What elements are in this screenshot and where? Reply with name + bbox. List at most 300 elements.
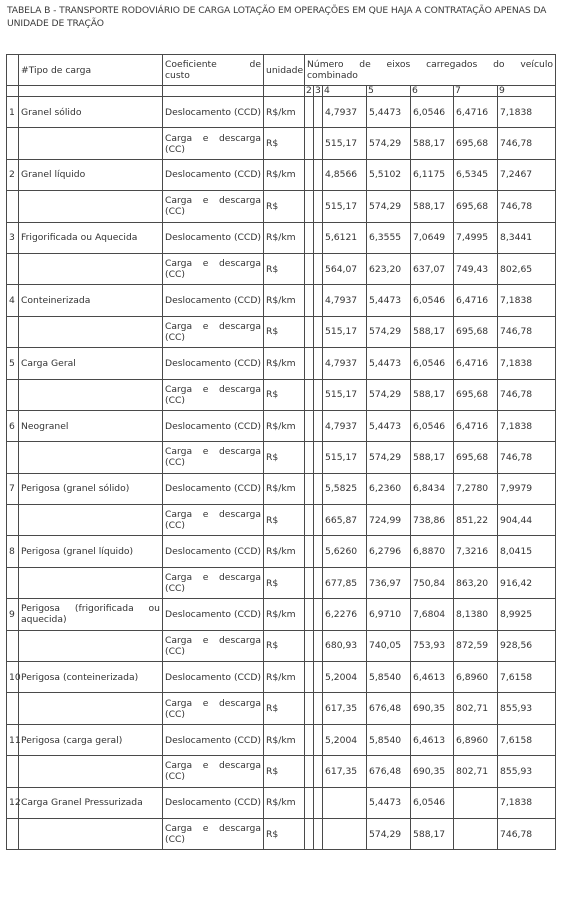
value-cell: 753,93 bbox=[411, 630, 454, 661]
value-cell: 588,17 bbox=[411, 442, 454, 473]
value-cell: 7,3216 bbox=[454, 536, 498, 567]
unit-cc: R$ bbox=[264, 253, 305, 284]
value-cell: 6,8434 bbox=[411, 473, 454, 504]
value-cell bbox=[305, 222, 314, 253]
cargo-type: Conteinerizada bbox=[19, 285, 163, 316]
value-cell: 6,1175 bbox=[411, 159, 454, 190]
unit-ccd: R$/km bbox=[264, 97, 305, 128]
table-row bbox=[7, 505, 556, 536]
row-number-empty bbox=[7, 316, 19, 347]
table-row bbox=[7, 97, 556, 128]
header-empty bbox=[163, 86, 264, 97]
coef-cc-line: Carga e descarga (CC) bbox=[165, 446, 261, 469]
value-cell bbox=[314, 505, 323, 536]
value-cell: 904,44 bbox=[498, 505, 556, 536]
axle-7: 7 bbox=[454, 86, 498, 97]
cargo-type: Frigorificada ou Aquecida bbox=[19, 222, 163, 253]
cargo-type: Carga Geral bbox=[19, 348, 163, 379]
value-cell: 515,17 bbox=[323, 316, 367, 347]
cargo-type-empty bbox=[19, 253, 163, 284]
value-cell bbox=[314, 97, 323, 128]
header-empty bbox=[19, 86, 163, 97]
table-row bbox=[7, 253, 556, 284]
row-number: 3 bbox=[7, 222, 19, 253]
unit-ccd: R$/km bbox=[264, 599, 305, 630]
value-cell: 617,35 bbox=[323, 693, 367, 724]
value-cell bbox=[454, 787, 498, 818]
value-cell: 5,8540 bbox=[367, 662, 411, 693]
coef-cc bbox=[163, 818, 264, 849]
value-cell: 6,2360 bbox=[367, 473, 411, 504]
coef-ccd: Deslocamento (CCD) bbox=[163, 285, 264, 316]
table-row bbox=[7, 379, 556, 410]
cargo-type-empty bbox=[19, 442, 163, 473]
value-cell bbox=[314, 630, 323, 661]
cargo-type-empty bbox=[19, 316, 163, 347]
row-number-empty bbox=[7, 253, 19, 284]
value-cell: 588,17 bbox=[411, 818, 454, 849]
row-number: 10 bbox=[7, 662, 19, 693]
value-cell bbox=[305, 787, 314, 818]
value-cell bbox=[314, 818, 323, 849]
value-cell bbox=[305, 410, 314, 441]
coef-cc-line: Carga e descarga (CC) bbox=[165, 823, 261, 846]
table-row bbox=[7, 662, 556, 693]
value-cell bbox=[314, 724, 323, 755]
value-cell bbox=[314, 348, 323, 379]
value-cell bbox=[305, 97, 314, 128]
coef-cc bbox=[163, 442, 264, 473]
value-cell: 690,35 bbox=[411, 693, 454, 724]
value-cell bbox=[314, 756, 323, 787]
table-row bbox=[7, 222, 556, 253]
axle-4: 4 bbox=[323, 86, 367, 97]
value-cell: 695,68 bbox=[454, 191, 498, 222]
unit-cc: R$ bbox=[264, 567, 305, 598]
value-cell: 4,7937 bbox=[323, 410, 367, 441]
value-cell: 7,2467 bbox=[498, 159, 556, 190]
header-num-cell bbox=[7, 55, 19, 86]
value-cell bbox=[314, 159, 323, 190]
unit-ccd: R$/km bbox=[264, 285, 305, 316]
axle-5: 5 bbox=[367, 86, 411, 97]
table-row bbox=[7, 348, 556, 379]
value-cell: 746,78 bbox=[498, 379, 556, 410]
coef-ccd: Deslocamento (CCD) bbox=[163, 159, 264, 190]
value-cell bbox=[314, 567, 323, 598]
unit-cc: R$ bbox=[264, 379, 305, 410]
value-cell bbox=[305, 724, 314, 755]
value-cell: 6,0546 bbox=[411, 787, 454, 818]
coef-ccd: Deslocamento (CCD) bbox=[163, 410, 264, 441]
axle-9: 9 bbox=[498, 86, 556, 97]
cargo-type-empty bbox=[19, 693, 163, 724]
row-number: 4 bbox=[7, 285, 19, 316]
coef-cc-line: Carga e descarga (CC) bbox=[165, 195, 261, 218]
value-cell: 8,9925 bbox=[498, 599, 556, 630]
table-row bbox=[7, 818, 556, 849]
header-empty bbox=[264, 86, 305, 97]
table-row bbox=[7, 159, 556, 190]
table-row bbox=[7, 191, 556, 222]
value-cell: 855,93 bbox=[498, 693, 556, 724]
value-cell: 8,0415 bbox=[498, 536, 556, 567]
value-cell: 724,99 bbox=[367, 505, 411, 536]
axle-3: 3 bbox=[315, 85, 321, 96]
value-cell: 6,2796 bbox=[367, 536, 411, 567]
value-cell: 574,29 bbox=[367, 191, 411, 222]
value-cell bbox=[305, 473, 314, 504]
header-coeficiente bbox=[163, 55, 264, 86]
value-cell: 5,5825 bbox=[323, 473, 367, 504]
table-row bbox=[7, 630, 556, 661]
coef-cc bbox=[163, 253, 264, 284]
unit-ccd: R$/km bbox=[264, 662, 305, 693]
cargo-type-empty bbox=[19, 191, 163, 222]
value-cell: 740,05 bbox=[367, 630, 411, 661]
coef-cc-line: Carga e descarga (CC) bbox=[165, 320, 261, 343]
unit-cc: R$ bbox=[264, 505, 305, 536]
coef-cc bbox=[163, 379, 264, 410]
coef-cc-line: Carga e descarga (CC) bbox=[165, 760, 261, 783]
value-cell: 7,1838 bbox=[498, 410, 556, 441]
value-cell bbox=[305, 599, 314, 630]
value-cell bbox=[305, 536, 314, 567]
value-cell bbox=[314, 379, 323, 410]
table-row bbox=[7, 724, 556, 755]
coef-ccd: Deslocamento (CCD) bbox=[163, 473, 264, 504]
value-cell bbox=[323, 818, 367, 849]
unit-ccd: R$/km bbox=[264, 159, 305, 190]
value-cell: 802,65 bbox=[498, 253, 556, 284]
cargo-type: Perigosa (conteinerizada) bbox=[19, 662, 163, 693]
coef-ccd: Deslocamento (CCD) bbox=[163, 787, 264, 818]
value-cell: 6,3555 bbox=[367, 222, 411, 253]
header-eixos bbox=[305, 55, 556, 86]
value-cell bbox=[305, 316, 314, 347]
row-number-empty bbox=[7, 191, 19, 222]
table-title: TABELA B - TRANSPORTE RODOVIÁRIO DE CARGA LOTAÇÃO EM OPERAÇÕES EM QUE HAJA A CONTRATAÇÃO APENAS DA UNIDADE DE TRAÇÃO bbox=[7, 5, 547, 29]
value-cell: 6,0546 bbox=[411, 285, 454, 316]
value-cell: 4,7937 bbox=[323, 348, 367, 379]
value-cell: 5,8540 bbox=[367, 724, 411, 755]
value-cell bbox=[454, 818, 498, 849]
value-cell: 746,78 bbox=[498, 818, 556, 849]
cargo-type-empty bbox=[19, 630, 163, 661]
value-cell: 574,29 bbox=[367, 128, 411, 159]
row-number-empty bbox=[7, 567, 19, 598]
value-cell bbox=[305, 379, 314, 410]
value-cell: 5,6121 bbox=[323, 222, 367, 253]
cargo-type-empty bbox=[19, 567, 163, 598]
value-cell: 7,6158 bbox=[498, 724, 556, 755]
header-coef-custo: custo bbox=[165, 70, 190, 81]
value-cell: 6,8870 bbox=[411, 536, 454, 567]
value-cell bbox=[314, 285, 323, 316]
value-cell: 6,4613 bbox=[411, 724, 454, 755]
value-cell: 5,4473 bbox=[367, 348, 411, 379]
row-number: 1 bbox=[7, 97, 19, 128]
value-cell: 6,0546 bbox=[411, 97, 454, 128]
value-cell: 695,68 bbox=[454, 442, 498, 473]
value-cell bbox=[305, 662, 314, 693]
unit-cc: R$ bbox=[264, 191, 305, 222]
value-cell bbox=[314, 442, 323, 473]
table-row bbox=[7, 410, 556, 441]
cargo-type: Granel líquido bbox=[19, 159, 163, 190]
coef-cc-line: Carga e descarga (CC) bbox=[165, 634, 261, 657]
value-cell: 623,20 bbox=[367, 253, 411, 284]
value-cell: 7,1838 bbox=[498, 787, 556, 818]
value-cell: 7,4995 bbox=[454, 222, 498, 253]
value-cell: 7,6804 bbox=[411, 599, 454, 630]
row-number-empty bbox=[7, 818, 19, 849]
value-cell: 676,48 bbox=[367, 693, 411, 724]
value-cell: 574,29 bbox=[367, 442, 411, 473]
coef-cc bbox=[163, 693, 264, 724]
row-number: 5 bbox=[7, 348, 19, 379]
header-eixos-line1: Número de eixos carregados do veículo bbox=[307, 59, 554, 70]
value-cell: 617,35 bbox=[323, 756, 367, 787]
coef-ccd: Deslocamento (CCD) bbox=[163, 662, 264, 693]
coef-cc-line: Carga e descarga (CC) bbox=[165, 383, 261, 406]
cargo-type: Perigosa (granel líquido) bbox=[19, 536, 163, 567]
row-number: 12 bbox=[7, 787, 19, 818]
value-cell: 588,17 bbox=[411, 316, 454, 347]
value-cell bbox=[323, 787, 367, 818]
cargo-type: Perigosa (granel sólido) bbox=[19, 473, 163, 504]
value-cell: 6,4613 bbox=[411, 662, 454, 693]
axle-2: 2 bbox=[306, 85, 312, 96]
row-number: 6 bbox=[7, 410, 19, 441]
row-number: 7 bbox=[7, 473, 19, 504]
cargo-type-empty bbox=[19, 756, 163, 787]
cargo-type: Granel sólido bbox=[19, 97, 163, 128]
axle-6: 6 bbox=[411, 86, 454, 97]
value-cell bbox=[305, 285, 314, 316]
coef-ccd: Deslocamento (CCD) bbox=[163, 348, 264, 379]
coef-cc-line: Carga e descarga (CC) bbox=[165, 258, 261, 281]
coef-cc-line: Carga e descarga (CC) bbox=[165, 509, 261, 532]
value-cell: 7,1838 bbox=[498, 97, 556, 128]
cargo-type-empty bbox=[19, 505, 163, 536]
value-cell: 665,87 bbox=[323, 505, 367, 536]
value-cell: 6,9710 bbox=[367, 599, 411, 630]
value-cell: 5,2004 bbox=[323, 724, 367, 755]
unit-cc: R$ bbox=[264, 630, 305, 661]
unit-ccd: R$/km bbox=[264, 410, 305, 441]
value-cell: 677,85 bbox=[323, 567, 367, 598]
coef-cc bbox=[163, 630, 264, 661]
value-cell: 5,6260 bbox=[323, 536, 367, 567]
unit-cc: R$ bbox=[264, 128, 305, 159]
value-cell: 7,1838 bbox=[498, 348, 556, 379]
value-cell: 6,5345 bbox=[454, 159, 498, 190]
value-cell: 5,5102 bbox=[367, 159, 411, 190]
value-cell: 6,2276 bbox=[323, 599, 367, 630]
value-cell bbox=[305, 191, 314, 222]
value-cell: 5,4473 bbox=[367, 285, 411, 316]
value-cell: 7,6158 bbox=[498, 662, 556, 693]
value-cell bbox=[305, 128, 314, 159]
header-row bbox=[7, 55, 556, 86]
unit-cc: R$ bbox=[264, 818, 305, 849]
header-empty bbox=[7, 86, 19, 97]
value-cell: 746,78 bbox=[498, 191, 556, 222]
value-cell: 6,4716 bbox=[454, 97, 498, 128]
table-row bbox=[7, 787, 556, 818]
value-cell: 851,22 bbox=[454, 505, 498, 536]
header-axles-row bbox=[7, 86, 556, 97]
cargo-type-empty bbox=[19, 818, 163, 849]
cargo-type: Perigosa (frigorificada ou aquecida) bbox=[19, 599, 163, 630]
value-cell: 588,17 bbox=[411, 191, 454, 222]
value-cell bbox=[314, 128, 323, 159]
cargo-type: Neogranel bbox=[19, 410, 163, 441]
value-cell: 588,17 bbox=[411, 128, 454, 159]
value-cell: 749,43 bbox=[454, 253, 498, 284]
value-cell: 680,93 bbox=[323, 630, 367, 661]
header-unidade: unidade bbox=[264, 55, 305, 86]
value-cell: 863,20 bbox=[454, 567, 498, 598]
unit-ccd: R$/km bbox=[264, 473, 305, 504]
value-cell bbox=[314, 662, 323, 693]
value-cell: 7,9979 bbox=[498, 473, 556, 504]
value-cell bbox=[314, 253, 323, 284]
value-cell: 574,29 bbox=[367, 818, 411, 849]
value-cell: 5,4473 bbox=[367, 97, 411, 128]
header-coef-de: de bbox=[249, 59, 261, 70]
value-cell bbox=[305, 693, 314, 724]
value-cell bbox=[314, 787, 323, 818]
row-number-empty bbox=[7, 442, 19, 473]
value-cell: 855,93 bbox=[498, 756, 556, 787]
coef-ccd: Deslocamento (CCD) bbox=[163, 599, 264, 630]
table-row bbox=[7, 756, 556, 787]
value-cell: 690,35 bbox=[411, 756, 454, 787]
coef-ccd: Deslocamento (CCD) bbox=[163, 536, 264, 567]
coef-cc bbox=[163, 316, 264, 347]
value-cell: 7,1838 bbox=[498, 285, 556, 316]
unit-cc: R$ bbox=[264, 756, 305, 787]
cargo-type: Carga Granel Pressurizada bbox=[19, 787, 163, 818]
value-cell: 5,2004 bbox=[323, 662, 367, 693]
value-cell: 802,71 bbox=[454, 693, 498, 724]
value-cell: 695,68 bbox=[454, 128, 498, 159]
value-cell: 574,29 bbox=[367, 379, 411, 410]
unit-cc: R$ bbox=[264, 442, 305, 473]
table-row bbox=[7, 693, 556, 724]
value-cell: 6,4716 bbox=[454, 348, 498, 379]
value-cell bbox=[314, 693, 323, 724]
unit-ccd: R$/km bbox=[264, 222, 305, 253]
value-cell: 4,7937 bbox=[323, 285, 367, 316]
value-cell: 676,48 bbox=[367, 756, 411, 787]
value-cell: 746,78 bbox=[498, 316, 556, 347]
coef-cc bbox=[163, 505, 264, 536]
coef-cc bbox=[163, 567, 264, 598]
table-row bbox=[7, 567, 556, 598]
value-cell: 736,97 bbox=[367, 567, 411, 598]
value-cell: 872,59 bbox=[454, 630, 498, 661]
value-cell: 695,68 bbox=[454, 316, 498, 347]
row-number: 2 bbox=[7, 159, 19, 190]
value-cell: 6,8960 bbox=[454, 662, 498, 693]
unit-ccd: R$/km bbox=[264, 787, 305, 818]
value-cell: 4,7937 bbox=[323, 97, 367, 128]
value-cell bbox=[305, 756, 314, 787]
coef-cc bbox=[163, 128, 264, 159]
value-cell: 4,8566 bbox=[323, 159, 367, 190]
value-cell: 515,17 bbox=[323, 442, 367, 473]
cargo-type-empty bbox=[19, 128, 163, 159]
value-cell bbox=[305, 818, 314, 849]
coef-cc bbox=[163, 191, 264, 222]
table-row bbox=[7, 536, 556, 567]
row-number-empty bbox=[7, 756, 19, 787]
coef-ccd: Deslocamento (CCD) bbox=[163, 222, 264, 253]
table-row bbox=[7, 316, 556, 347]
row-number: 8 bbox=[7, 536, 19, 567]
table-row bbox=[7, 128, 556, 159]
value-cell: 7,0649 bbox=[411, 222, 454, 253]
value-cell bbox=[305, 253, 314, 284]
value-cell bbox=[305, 505, 314, 536]
value-cell bbox=[305, 348, 314, 379]
value-cell: 6,8960 bbox=[454, 724, 498, 755]
value-cell bbox=[305, 630, 314, 661]
unit-ccd: R$/km bbox=[264, 724, 305, 755]
unit-cc: R$ bbox=[264, 693, 305, 724]
value-cell: 515,17 bbox=[323, 379, 367, 410]
value-cell: 695,68 bbox=[454, 379, 498, 410]
table-body bbox=[7, 97, 556, 850]
value-cell bbox=[314, 222, 323, 253]
row-number-empty bbox=[7, 128, 19, 159]
value-cell: 564,07 bbox=[323, 253, 367, 284]
row-number: 11 bbox=[7, 724, 19, 755]
value-cell: 5,4473 bbox=[367, 787, 411, 818]
row-number-empty bbox=[7, 693, 19, 724]
unit-cc: R$ bbox=[264, 316, 305, 347]
coef-ccd: Deslocamento (CCD) bbox=[163, 724, 264, 755]
row-number-empty bbox=[7, 630, 19, 661]
row-number-empty bbox=[7, 505, 19, 536]
value-cell: 6,0546 bbox=[411, 348, 454, 379]
value-cell: 637,07 bbox=[411, 253, 454, 284]
value-cell: 6,4716 bbox=[454, 285, 498, 316]
value-cell: 7,2780 bbox=[454, 473, 498, 504]
row-number-empty bbox=[7, 379, 19, 410]
table-row bbox=[7, 285, 556, 316]
value-cell: 738,86 bbox=[411, 505, 454, 536]
header-coef-word: Coeficiente bbox=[165, 59, 217, 70]
value-cell bbox=[314, 316, 323, 347]
value-cell: 750,84 bbox=[411, 567, 454, 598]
table-row bbox=[7, 473, 556, 504]
value-cell: 515,17 bbox=[323, 128, 367, 159]
value-cell bbox=[305, 159, 314, 190]
value-cell: 5,4473 bbox=[367, 410, 411, 441]
value-cell: 916,42 bbox=[498, 567, 556, 598]
value-cell bbox=[314, 410, 323, 441]
table-row bbox=[7, 442, 556, 473]
row-number: 9 bbox=[7, 599, 19, 630]
value-cell bbox=[305, 567, 314, 598]
value-cell bbox=[314, 536, 323, 567]
value-cell: 515,17 bbox=[323, 191, 367, 222]
coef-cc-line: Carga e descarga (CC) bbox=[165, 697, 261, 720]
